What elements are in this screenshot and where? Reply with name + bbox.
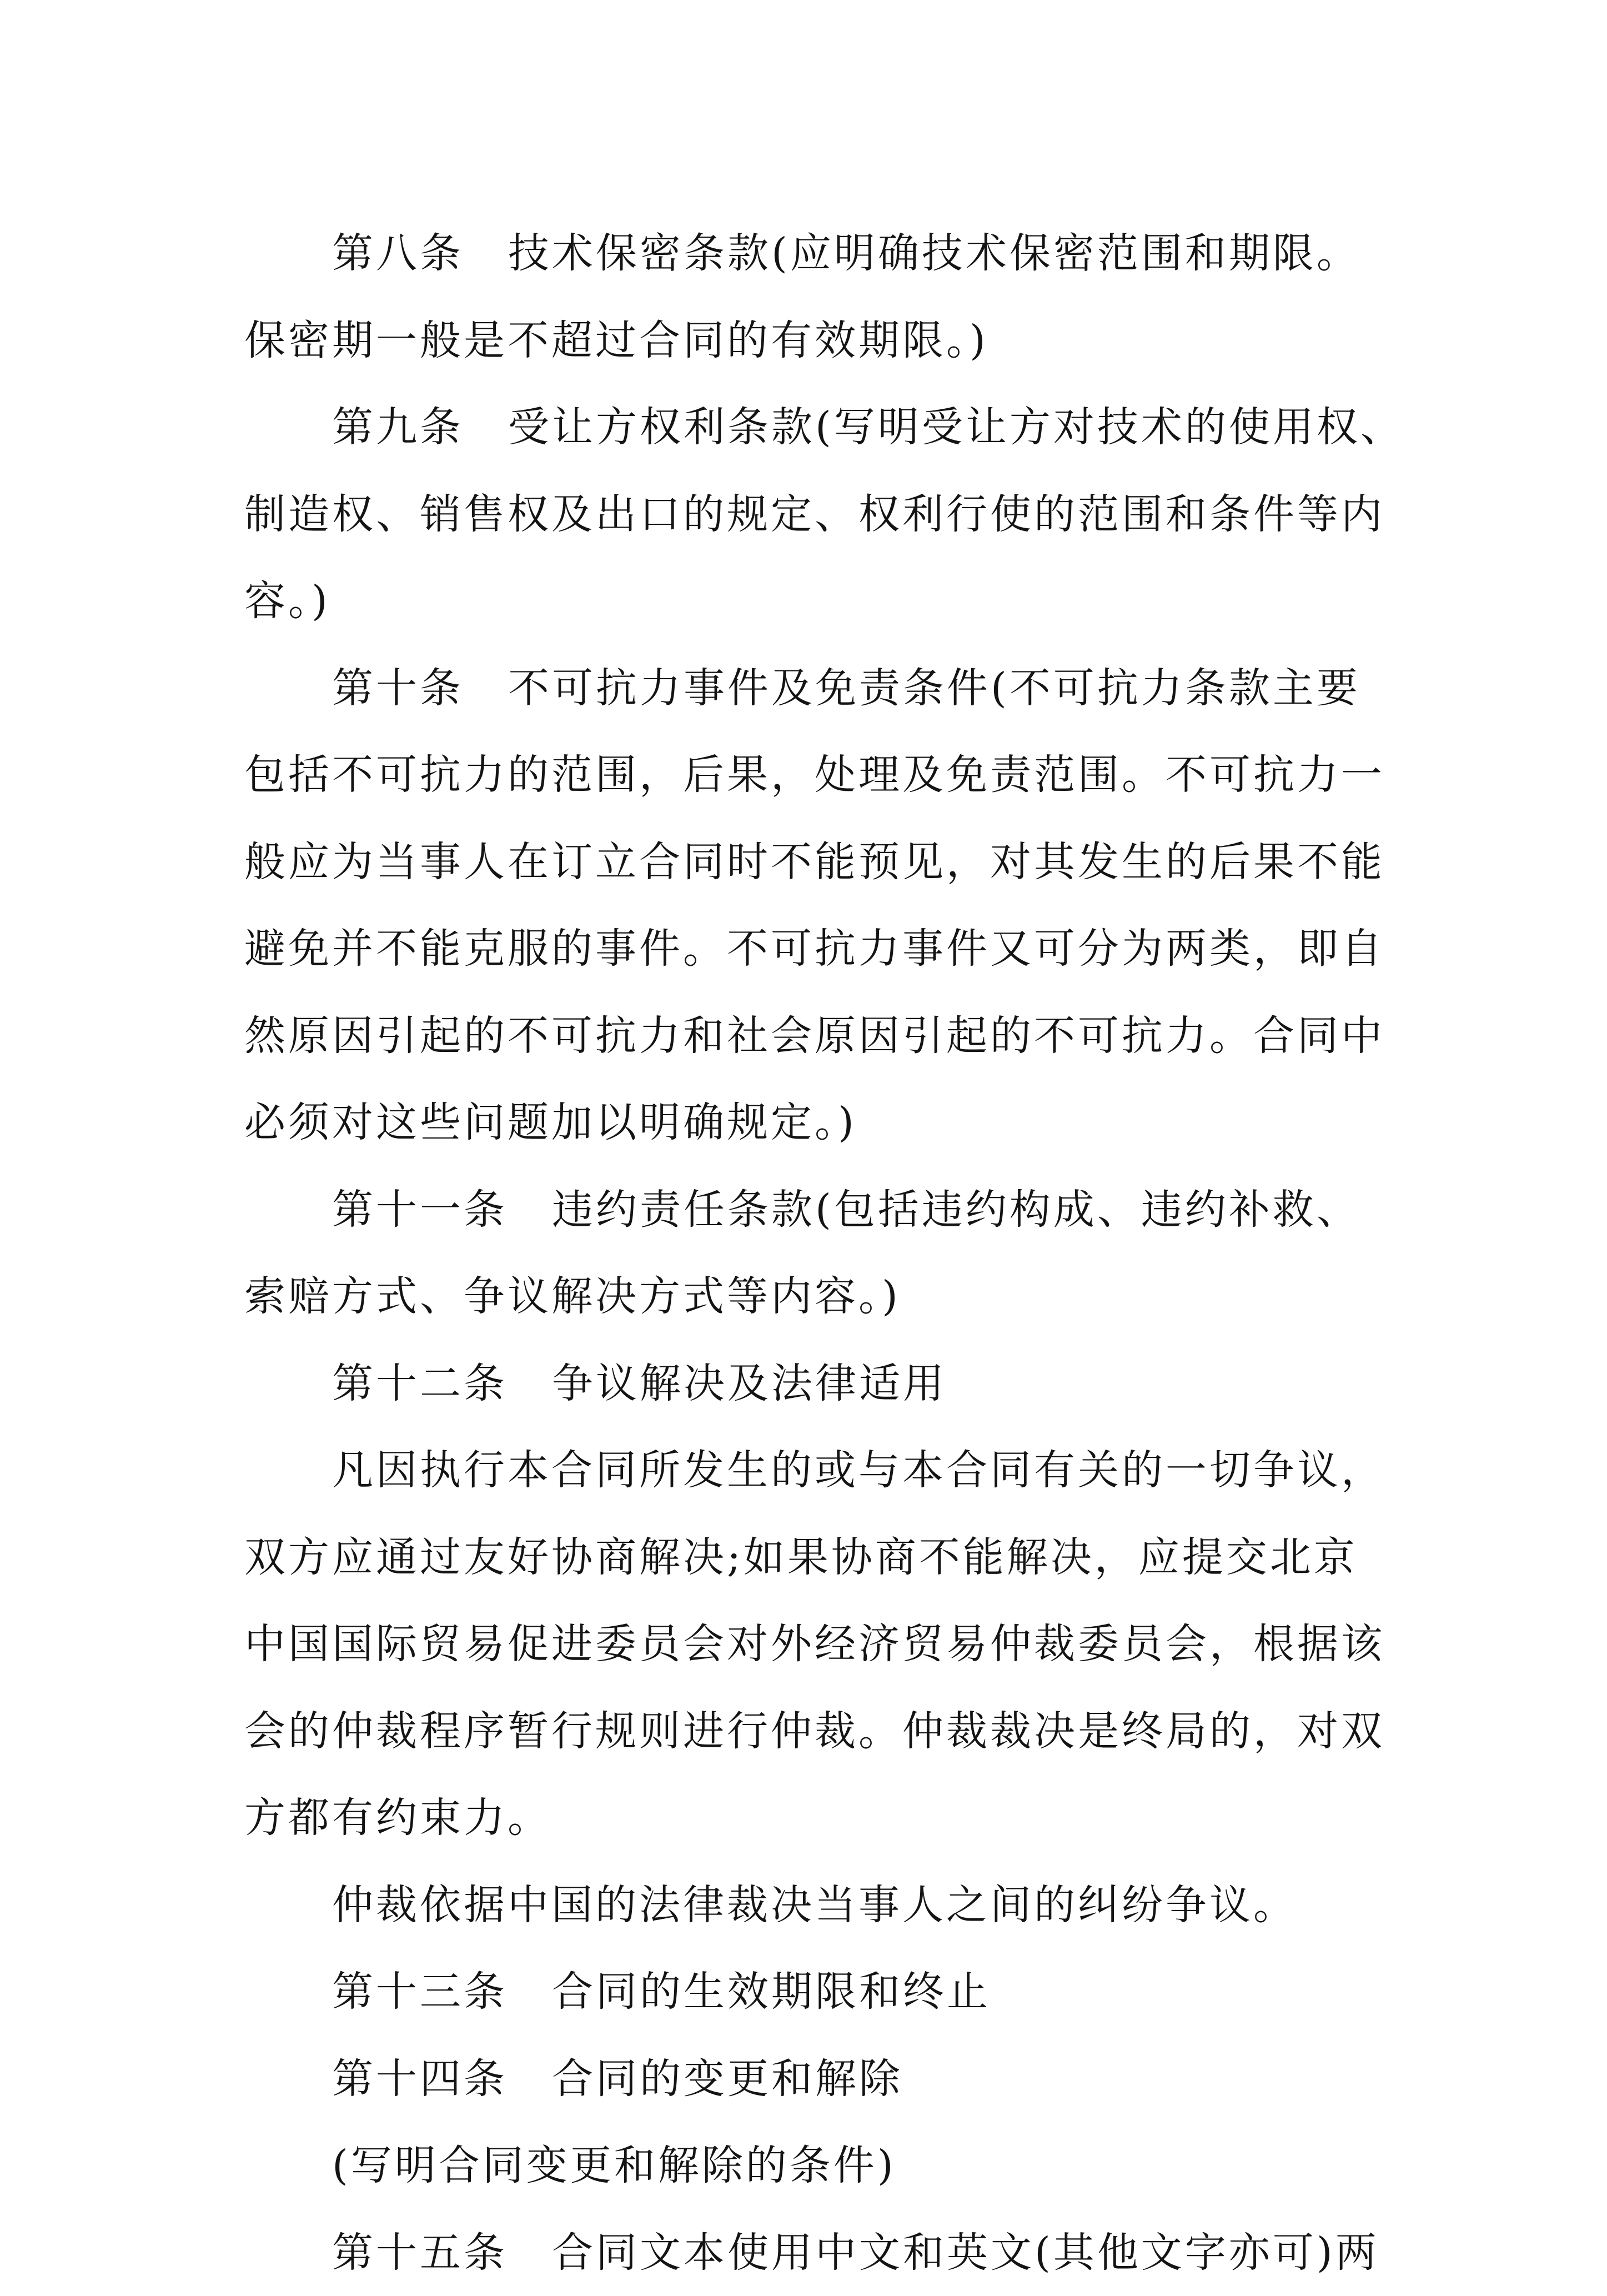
line-text: 中国国际贸易促进委员会对外经济贸易仲裁委员会，根据该 [244,1620,1385,1668]
line-text: 索赔方式、争议解决方式等内容。) [244,1272,901,1320]
document-body [244,210,1377,2296]
line-text: 仲裁依据中国的法律裁决当事人之间的纠纷争议。 [332,1881,1297,1929]
text-line [244,1514,1377,1601]
text-line [244,1340,1377,1427]
text-line [244,558,1377,645]
line-text: 然原因引起的不可抗力和社会原因引起的不可抗力。合同中 [244,1012,1385,1060]
line-text: 保密期一般是不超过合同的有效期限。) [244,317,988,364]
text-line [244,2036,1377,2123]
line-text: 合同的变更和解除 [552,2055,903,2103]
article-heading: 第十二条 [332,1360,508,1407]
article-heading: 第九条 [332,403,464,451]
line-text: 必须对这些问题加以明确规定。) [244,1099,857,1146]
article-heading: 第十条 [332,664,464,712]
line-text: 凡因执行本合同所发生的或与本合同有关的一切争议， [332,1446,1385,1494]
article-heading: 第十五条 [332,2229,508,2277]
text-line [244,210,1377,297]
text-line [244,1427,1377,1514]
article-heading: 第八条 [332,229,464,277]
text-line [244,819,1377,906]
text-line [244,731,1377,819]
text-line [244,2122,1377,2209]
text-line [244,992,1377,1080]
line-text: 不可抗力事件及免责条件(不可抗力条款主要 [508,664,1360,712]
line-text: 争议解决及法律适用 [552,1360,947,1407]
text-line [244,384,1377,471]
line-text: 般应为当事人在订立合同时不能预见，对其发生的后果不能 [244,838,1385,886]
line-text: 容。) [244,577,330,625]
line-text: 避免并不能克服的事件。不可抗力事件又可分为两类，即自 [244,925,1385,972]
text-line [244,297,1377,384]
text-line [244,905,1377,992]
line-text: 合同文本使用中文和英文(其他文字亦可)两 [552,2229,1379,2277]
text-line [244,645,1377,732]
article-heading: 第十四条 [332,2055,508,2103]
text-line [244,1601,1377,1688]
line-text: 方都有约束力。 [244,1794,551,1842]
line-text: 双方应通过友好协商解决;如果协商不能解决，应提交北京 [244,1533,1358,1581]
text-line [244,1688,1377,1775]
line-text: (写明合同变更和解除的条件) [332,2142,896,2189]
text-line [244,1774,1377,1862]
text-line [244,2209,1377,2296]
text-line [244,1862,1377,1949]
line-text: 受让方权利条款(写明受让方对技术的使用权、 [508,403,1404,451]
line-text: 会的仲裁程序暂行规则进行仲裁。仲裁裁决是终局的，对双 [244,1707,1385,1755]
line-text: 违约责任条款(包括违约构成、违约补救、 [552,1186,1360,1234]
article-heading: 第十一条 [332,1186,508,1234]
line-text: 制造权、销售权及出口的规定、权利行使的范围和条件等内 [244,490,1385,538]
text-line [244,1948,1377,2036]
line-text: 技术保密条款(应明确技术保密范围和期限。 [508,229,1360,277]
text-line [244,471,1377,558]
line-text: 合同的生效期限和终止 [552,1968,991,2016]
article-heading: 第十三条 [332,1968,508,2016]
text-line [244,1253,1377,1340]
line-text: 包括不可抗力的范围，后果，处理及免责范围。不可抗力一 [244,751,1385,799]
text-line [244,1079,1377,1166]
text-line [244,1166,1377,1254]
